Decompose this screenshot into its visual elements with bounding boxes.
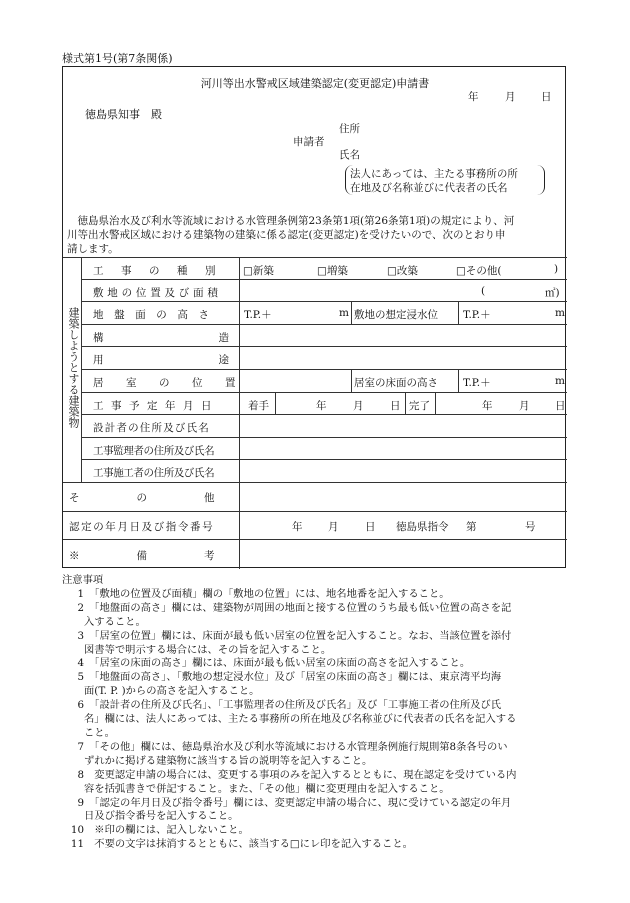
note-text: 面(T. P. )からの高さを記入すること。 xyxy=(84,685,260,698)
note-text: 不要の文字は抹消するとともに、該当する□にレ印を記入すること。 xyxy=(94,838,413,851)
schedule-start-label: 着手 xyxy=(248,400,269,412)
note-text: 「地盤面の高さ」、「敷地の想定浸水位」及び「居室の床面の高さ」欄には、東京湾平均海 xyxy=(94,671,502,684)
note-text: 名」欄には、法人にあっては、主たる事務所の所在地及び名称並びに代表者の氏名を記入する xyxy=(84,713,517,726)
flood-level-unit: m xyxy=(555,307,565,319)
approval-directive: 徳島県指令 xyxy=(396,521,449,533)
note-text: ※印の欄には、記入しないこと。 xyxy=(94,824,249,837)
note-number: 4 xyxy=(77,657,84,670)
note-number: 9 xyxy=(77,796,84,809)
row-label-supervisor: 工事監理者の住所及び氏名 xyxy=(93,445,215,457)
note-item xyxy=(62,824,572,838)
schedule-start-day: 日 xyxy=(390,400,401,412)
corporate-note-line2: 在地及び名称並びに代表者の氏名 xyxy=(350,182,508,194)
note-item xyxy=(62,741,572,769)
approval-year: 年 xyxy=(292,521,303,533)
applicant-name-label: 氏名 xyxy=(339,149,360,161)
intro-text-line3: 請します。 xyxy=(67,243,119,255)
note-text: ずれかに掲げる建築物に該当する旨の説明等を記入すること。 xyxy=(84,754,373,767)
option-other-close: ) xyxy=(554,263,559,275)
intro-text-line1: 徳島県治水及び利水等流域における水管理条例第23条第1項(第26条第1項)の規定により、河 xyxy=(67,215,515,227)
note-item xyxy=(62,769,572,797)
option-extension[interactable]: □増築 xyxy=(317,265,348,277)
flood-level-label: 敷地の想定浸水位 xyxy=(354,309,438,321)
applicant-address-label: 住所 xyxy=(339,123,360,135)
row-label-contractor: 工事施工者の住所及び氏名 xyxy=(93,467,215,479)
note-number: 5 xyxy=(77,671,84,684)
site-area-open-paren: ( xyxy=(481,285,486,297)
row-label-site: 敷地の位置及び面積 xyxy=(93,287,222,299)
note-item xyxy=(62,657,572,671)
row-label-ground-height: 地盤面の高さ xyxy=(93,309,220,321)
application-form xyxy=(62,66,566,568)
note-text: 「認定の年月日及び指令番号」欄には、変更認定申請の場合に、現に受けている認定の年月 xyxy=(94,796,512,809)
option-reconstruction[interactable]: □改築 xyxy=(387,265,418,277)
schedule-start-year: 年 xyxy=(316,400,327,412)
row-label-remarks: ※備考 xyxy=(69,550,272,562)
approval-go: 号 xyxy=(525,521,536,533)
note-number: 8 xyxy=(77,768,84,781)
row-label-designer: 設計者の住所及び氏名 xyxy=(93,422,210,434)
addressee: 徳島県知事 殿 xyxy=(85,108,162,121)
row-label-other: その他 xyxy=(69,492,272,504)
ground-height-unit: m xyxy=(339,307,349,319)
form-number: 様式第1号(第7条関係) xyxy=(62,52,173,65)
note-text: 「設計者の住所及び氏名」、「工事監理者の住所及び氏名」及び「工事施工者の住所及び氏 xyxy=(94,699,502,712)
note-item xyxy=(62,671,572,699)
note-text: 「その他」欄には、徳島県治水及び利水等流域における水管理条例施行規則第8条各号のい xyxy=(94,740,508,753)
room-floor-height-unit: m xyxy=(555,375,565,387)
schedule-end-label: 完了 xyxy=(409,400,430,412)
note-number: 7 xyxy=(77,740,84,753)
schedule-start-month: 月 xyxy=(353,400,364,412)
note-item xyxy=(62,797,572,825)
schedule-end-year: 年 xyxy=(482,400,493,412)
note-text: こと。 xyxy=(84,726,115,739)
approval-day: 日 xyxy=(365,521,376,533)
room-floor-height-tp: T.P.＋ xyxy=(463,377,491,389)
date-day: 日 xyxy=(541,91,552,103)
note-text: 変更認定申請の場合には、変更する事項のみを記入するとともに、現在認定を受けている内 xyxy=(94,768,517,781)
form-title: 河川等出水警戒区域建築認定(変更認定)申請書 xyxy=(200,77,430,90)
date-month: 月 xyxy=(505,91,516,103)
building-group-label: 建築しようとする建築物 xyxy=(67,307,80,428)
notes-heading: 注意事項 xyxy=(62,574,104,586)
note-number: 1 xyxy=(77,587,84,600)
row-label-work-type: 工事の種別 xyxy=(93,265,233,277)
applicant-label: 申請者 xyxy=(293,136,325,148)
note-text: 「居室の床面の高さ」欄には、床面が最も低い居室の床面の高さを記入すること。 xyxy=(94,657,471,670)
note-item xyxy=(62,699,572,741)
approval-dai: 第 xyxy=(466,521,477,533)
note-text: 「敷地の位置及び面積」欄の「敷地の位置」には、地名地番を記入すること。 xyxy=(94,587,450,600)
row-label-structure: 構造 xyxy=(93,332,344,344)
notes-section xyxy=(62,574,572,852)
flood-level-tp: T.P.＋ xyxy=(463,309,491,321)
note-text: 容を括弧書きで併記すること。また、「その他」欄に変更理由を記入すること。 xyxy=(84,782,450,795)
row-label-room-position: 居室の位置 xyxy=(93,377,258,389)
note-text: 「居室の位置」欄には、床面が最も低い居室の位置を記入すること。なお、当該位置を添付 xyxy=(94,629,512,642)
note-text: 図書等で明示する場合には、その旨を記入すること。 xyxy=(84,643,332,656)
corporate-note-line1: 法人にあっては、主たる事務所の所 xyxy=(350,168,518,180)
note-number: 2 xyxy=(77,601,84,614)
date-year: 年 xyxy=(468,91,479,103)
approval-month: 月 xyxy=(328,521,339,533)
note-text: 「地盤面の高さ」欄には、建築物が周囲の地面と接する位置のうち最も低い位置の高さを記 xyxy=(94,601,512,614)
row-label-use: 用途 xyxy=(93,354,344,366)
note-item xyxy=(62,602,572,630)
note-text: 入すること。 xyxy=(84,615,146,628)
note-number: 11 xyxy=(70,838,84,851)
option-other[interactable]: □その他( xyxy=(456,265,502,277)
note-item xyxy=(62,838,572,852)
note-text: 日及び指令番号を記入すること。 xyxy=(84,810,239,823)
intro-text-line2: 川等出水警戒区域における建築物の建築に係る認定(変更認定)を受けたいので、次のとおり申 xyxy=(67,229,506,241)
row-label-approval: 認定の年月日及び指令番号 xyxy=(69,521,215,533)
room-floor-height-label: 居室の床面の高さ xyxy=(354,377,438,389)
note-item xyxy=(62,588,572,602)
schedule-end-day: 日 xyxy=(555,400,566,412)
site-area-unit: ㎡) xyxy=(545,287,560,299)
note-number: 6 xyxy=(77,699,84,712)
note-number: 10 xyxy=(70,824,84,837)
note-number: 3 xyxy=(77,629,84,642)
note-item xyxy=(62,630,572,658)
row-label-schedule: 工事予定年月日 xyxy=(93,400,219,412)
ground-height-tp: T.P.＋ xyxy=(244,309,272,321)
option-new-construction[interactable]: □新築 xyxy=(243,265,274,277)
schedule-end-month: 月 xyxy=(519,400,530,412)
